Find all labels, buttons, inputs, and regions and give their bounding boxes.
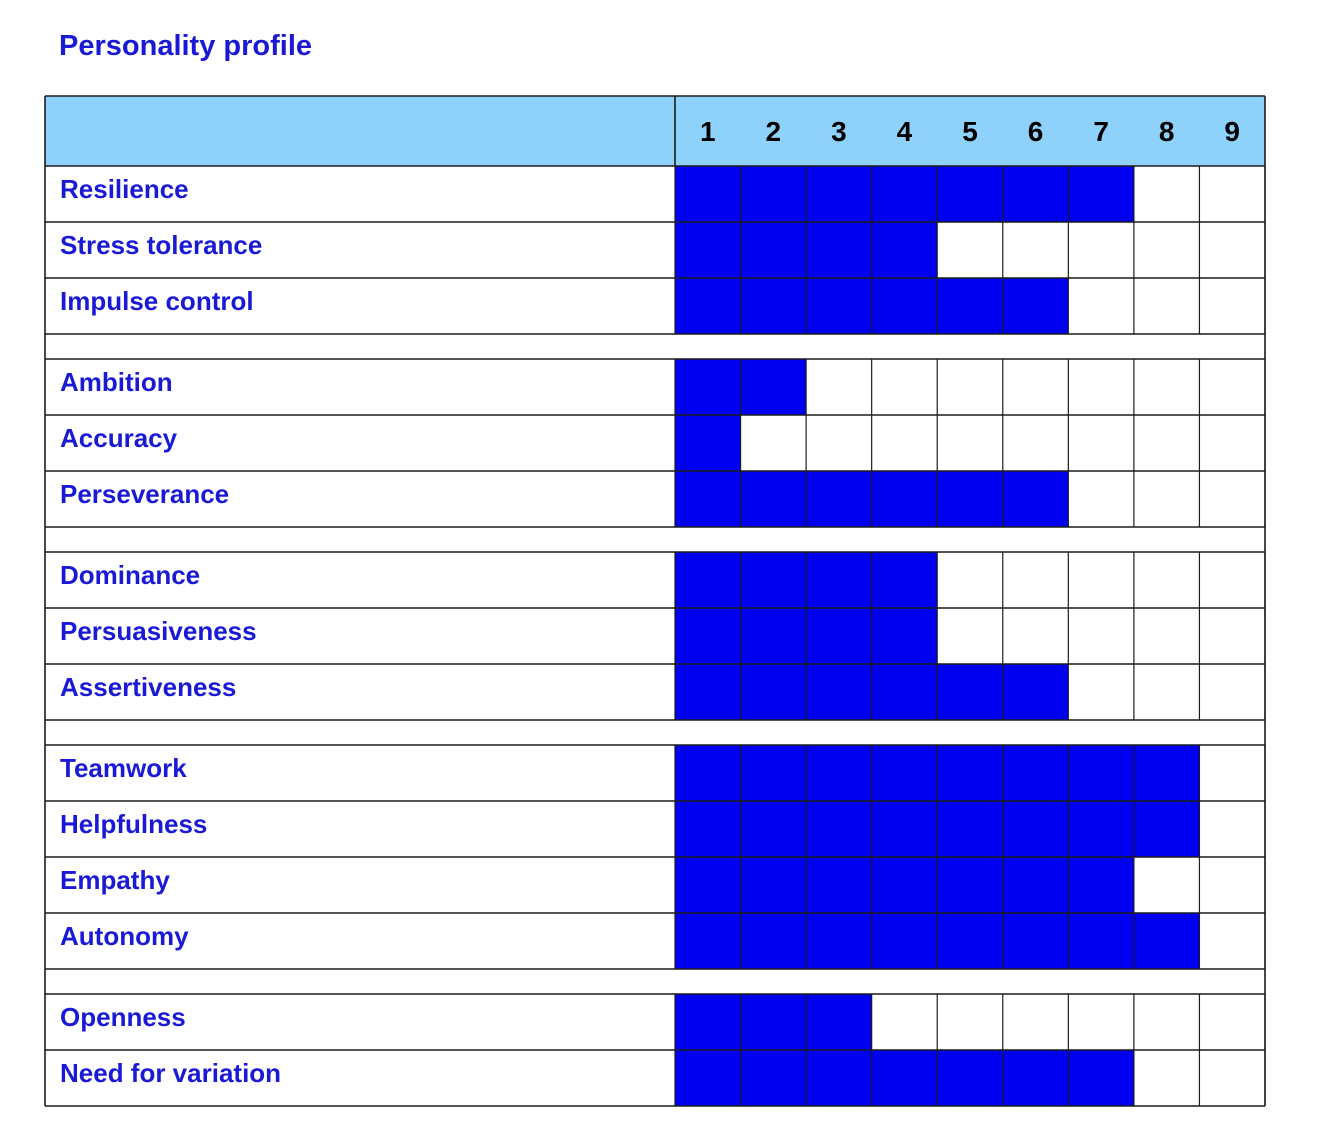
filled-cell-11-4 [872,801,938,857]
scale-label-7: 7 [1093,116,1109,147]
empty-cell-5-8 [1134,415,1200,471]
filled-cell-15-1 [675,1050,741,1106]
filled-cell-15-3 [806,1050,872,1106]
filled-cell-9-1 [675,664,741,720]
empty-cell-11-9 [1199,801,1265,857]
filled-cell-3-4 [872,278,938,334]
filled-cell-12-7 [1068,857,1134,913]
empty-cell-8-7 [1068,608,1134,664]
filled-cell-11-7 [1068,801,1134,857]
row-label-9: Assertiveness [60,672,237,702]
filled-cell-6-4 [872,471,938,527]
row-label-7: Dominance [60,560,201,590]
empty-cell-3-9 [1199,278,1265,334]
filled-cell-13-6 [1003,913,1069,969]
filled-cell-11-6 [1003,801,1069,857]
empty-cell-4-3 [806,359,872,415]
empty-cell-7-7 [1068,552,1134,608]
filled-cell-1-4 [872,166,938,222]
scale-label-3: 3 [831,116,847,147]
empty-cell-14-6 [1003,994,1069,1050]
row-label-15: Need for variation [60,1058,282,1088]
empty-cell-7-9 [1199,552,1265,608]
filled-cell-1-1 [675,166,741,222]
filled-cell-1-7 [1068,166,1134,222]
filled-cell-4-2 [741,359,807,415]
filled-cell-13-1 [675,913,741,969]
filled-cell-2-2 [741,222,807,278]
filled-cell-11-1 [675,801,741,857]
empty-cell-8-9 [1199,608,1265,664]
filled-cell-12-3 [806,857,872,913]
row-label-13: Autonomy [60,921,189,951]
filled-cell-9-4 [872,664,938,720]
empty-cell-6-7 [1068,471,1134,527]
empty-cell-4-5 [937,359,1003,415]
filled-cell-1-2 [741,166,807,222]
filled-cell-8-2 [741,608,807,664]
empty-cell-10-9 [1199,745,1265,801]
filled-cell-12-6 [1003,857,1069,913]
header-band [45,96,1265,166]
empty-cell-3-7 [1068,278,1134,334]
empty-cell-14-8 [1134,994,1200,1050]
filled-cell-13-3 [806,913,872,969]
filled-cell-13-5 [937,913,1003,969]
filled-cell-2-3 [806,222,872,278]
filled-cell-6-1 [675,471,741,527]
empty-cell-5-3 [806,415,872,471]
filled-cell-6-5 [937,471,1003,527]
empty-cell-8-8 [1134,608,1200,664]
empty-cell-14-9 [1199,994,1265,1050]
filled-cell-7-1 [675,552,741,608]
filled-cell-13-8 [1134,913,1200,969]
filled-cell-12-2 [741,857,807,913]
empty-cell-12-8 [1134,857,1200,913]
filled-cell-15-2 [741,1050,807,1106]
empty-cell-7-8 [1134,552,1200,608]
scale-label-9: 9 [1224,116,1241,147]
row-label-12: Empathy [60,865,170,895]
filled-cell-11-2 [741,801,807,857]
empty-cell-8-6 [1003,608,1069,664]
empty-cell-14-7 [1068,994,1134,1050]
filled-cell-1-3 [806,166,872,222]
empty-cell-5-7 [1068,415,1134,471]
filled-cell-14-3 [806,994,872,1050]
filled-cell-15-5 [937,1050,1003,1106]
empty-cell-1-8 [1134,166,1200,222]
row-label-10: Teamwork [60,753,187,783]
empty-cell-15-9 [1199,1050,1265,1106]
filled-cell-11-8 [1134,801,1200,857]
empty-cell-3-8 [1134,278,1200,334]
row-label-3: Impulse control [60,286,254,316]
empty-cell-4-7 [1068,359,1134,415]
filled-cell-10-4 [872,745,938,801]
scale-label-6: 6 [1027,116,1044,147]
filled-cell-12-5 [937,857,1003,913]
empty-cell-14-5 [937,994,1003,1050]
empty-cell-15-8 [1134,1050,1200,1106]
filled-cell-10-1 [675,745,741,801]
empty-cell-2-6 [1003,222,1069,278]
filled-cell-8-1 [675,608,741,664]
empty-cell-7-6 [1003,552,1069,608]
empty-cell-6-9 [1199,471,1265,527]
empty-cell-5-6 [1003,415,1069,471]
empty-cell-2-5 [937,222,1003,278]
empty-cell-12-9 [1199,857,1265,913]
filled-cell-2-1 [675,222,741,278]
row-label-5: Accuracy [60,423,178,453]
empty-cell-5-9 [1199,415,1265,471]
scale-label-5: 5 [962,116,978,147]
empty-cell-5-2 [741,415,807,471]
filled-cell-13-2 [741,913,807,969]
filled-cell-8-3 [806,608,872,664]
score-cells [675,166,1265,1106]
filled-cell-7-2 [741,552,807,608]
empty-cell-8-5 [937,608,1003,664]
row-label-6: Perseverance [60,479,230,509]
empty-cell-5-5 [937,415,1003,471]
filled-cell-5-1 [675,415,741,471]
filled-cell-4-1 [675,359,741,415]
chart-title: Personality profile [59,30,313,62]
scale-label-1: 1 [699,116,716,147]
filled-cell-3-5 [937,278,1003,334]
filled-cell-12-4 [872,857,938,913]
filled-cell-11-3 [806,801,872,857]
empty-cell-4-8 [1134,359,1200,415]
filled-cell-6-2 [741,471,807,527]
scale-label-4: 4 [896,116,913,147]
row-label-11: Helpfulness [60,809,208,839]
header-row [45,96,1265,166]
empty-cell-13-9 [1199,913,1265,969]
empty-cell-2-7 [1068,222,1134,278]
empty-cell-1-9 [1199,166,1265,222]
empty-cell-9-9 [1199,664,1265,720]
row-label-2: Stress tolerance [60,230,263,260]
filled-cell-3-3 [806,278,872,334]
empty-cell-9-7 [1068,664,1134,720]
filled-cell-7-4 [872,552,938,608]
empty-cell-2-9 [1199,222,1265,278]
filled-cell-10-7 [1068,745,1134,801]
row-label-14: Openness [60,1002,186,1032]
filled-cell-9-6 [1003,664,1069,720]
filled-cell-11-5 [937,801,1003,857]
empty-cell-6-8 [1134,471,1200,527]
filled-cell-15-6 [1003,1050,1069,1106]
row-label-4: Ambition [60,367,173,397]
filled-cell-15-4 [872,1050,938,1106]
empty-cell-9-8 [1134,664,1200,720]
filled-cell-8-4 [872,608,938,664]
filled-cell-6-6 [1003,471,1069,527]
filled-cell-7-3 [806,552,872,608]
filled-cell-10-6 [1003,745,1069,801]
empty-cell-2-8 [1134,222,1200,278]
filled-cell-9-5 [937,664,1003,720]
filled-cell-12-1 [675,857,741,913]
filled-cell-10-2 [741,745,807,801]
filled-cell-14-2 [741,994,807,1050]
scale-label-2: 2 [765,116,782,147]
filled-cell-13-7 [1068,913,1134,969]
empty-cell-14-4 [872,994,938,1050]
empty-cell-4-4 [872,359,938,415]
empty-cell-4-9 [1199,359,1265,415]
filled-cell-10-5 [937,745,1003,801]
row-labels [60,174,281,1088]
filled-cell-10-3 [806,745,872,801]
filled-cell-9-3 [806,664,872,720]
empty-cell-7-5 [937,552,1003,608]
empty-cell-5-4 [872,415,938,471]
filled-cell-1-6 [1003,166,1069,222]
scale-label-8: 8 [1158,116,1175,147]
scale-labels [700,116,1240,147]
filled-cell-14-1 [675,994,741,1050]
filled-cell-3-1 [675,278,741,334]
filled-cell-3-2 [741,278,807,334]
filled-cell-6-3 [806,471,872,527]
filled-cell-1-5 [937,166,1003,222]
filled-cell-10-8 [1134,745,1200,801]
filled-cell-9-2 [741,664,807,720]
filled-cell-3-6 [1003,278,1069,334]
filled-cell-13-4 [872,913,938,969]
filled-cell-15-7 [1068,1050,1134,1106]
empty-cell-4-6 [1003,359,1069,415]
filled-cell-2-4 [872,222,938,278]
row-label-1: Resilience [60,174,189,204]
row-label-8: Persuasiveness [60,616,257,646]
